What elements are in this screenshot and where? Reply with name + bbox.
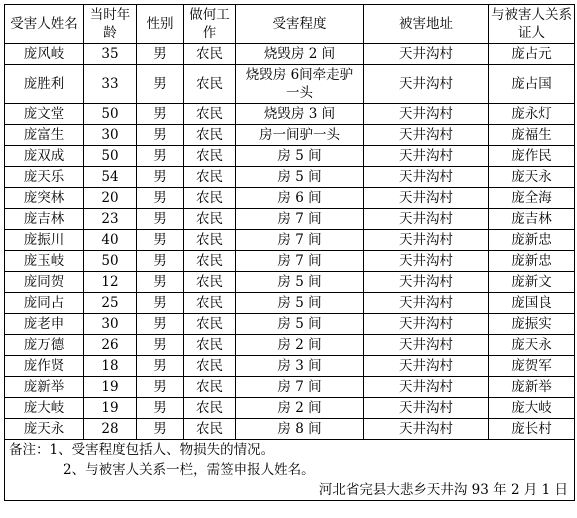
cell-address: 天井沟村 [364,314,489,335]
cell-witness: 庞贺军 [489,356,575,377]
cell-address: 天井沟村 [364,398,489,419]
cell-occupation: 农民 [184,293,236,314]
cell-occupation: 农民 [184,335,236,356]
cell-address: 天井沟村 [364,209,489,230]
cell-occupation: 农民 [184,65,236,104]
cell-damage: 房 5 间 [236,314,364,335]
cell-gender: 男 [137,65,184,104]
cell-name: 庞老申 [5,314,84,335]
cell-witness: 庞全海 [489,188,575,209]
cell-name: 庞万德 [5,335,84,356]
cell-damage: 房 2 间 [236,335,364,356]
cell-gender: 男 [137,251,184,272]
cell-witness: 庞新文 [489,272,575,293]
cell-witness: 庞天永 [489,167,575,188]
table-row [5,188,575,209]
cell-gender: 男 [137,146,184,167]
cell-address: 天井沟村 [364,230,489,251]
cell-age: 40 [84,230,137,251]
cell-occupation: 农民 [184,251,236,272]
signature-line: 河北省完县大悲乡天井沟 93 年 2 月 1 日 [5,480,575,501]
table-row [5,314,575,335]
cell-age: 50 [84,104,137,125]
cell-name: 庞富生 [5,125,84,146]
cell-witness: 庞振实 [489,314,575,335]
cell-age: 18 [84,356,137,377]
cell-name: 庞天乐 [5,167,84,188]
cell-occupation: 农民 [184,356,236,377]
table-row [5,44,575,65]
cell-damage: 房 5 间 [236,167,364,188]
cell-address: 天井沟村 [364,125,489,146]
cell-witness: 庞国良 [489,293,575,314]
cell-gender: 男 [137,419,184,440]
cell-witness: 庞福生 [489,125,575,146]
cell-name: 庞文堂 [5,104,84,125]
cell-name: 庞新举 [5,377,84,398]
table-row [5,398,575,419]
table-row [5,209,575,230]
cell-damage: 房 3 间 [236,356,364,377]
cell-damage: 烧毁房 2 间 [236,44,364,65]
cell-damage: 房 6 间 [236,188,364,209]
cell-name: 庞吉林 [5,209,84,230]
cell-address: 天井沟村 [364,419,489,440]
cell-damage: 房 2 间 [236,398,364,419]
table-row [5,146,575,167]
note-line-2: 2、与被害人关系一栏，需签申报人姓名。 [5,460,575,480]
cell-occupation: 农民 [184,230,236,251]
victims-table [4,4,575,501]
cell-name: 庞双成 [5,146,84,167]
cell-address: 天井沟村 [364,167,489,188]
table-body [5,44,575,440]
note-row-1 [5,440,575,461]
cell-name: 庞风岐 [5,44,84,65]
cell-gender: 男 [137,335,184,356]
signature-row [5,480,575,501]
cell-occupation: 农民 [184,146,236,167]
header-name: 受害人姓名 [5,5,84,44]
table-row [5,419,575,440]
cell-occupation: 农民 [184,398,236,419]
cell-name: 庞玉岐 [5,251,84,272]
cell-damage: 房 7 间 [236,377,364,398]
cell-gender: 男 [137,314,184,335]
cell-damage: 房 7 间 [236,209,364,230]
cell-age: 23 [84,209,137,230]
cell-occupation: 农民 [184,104,236,125]
header-row [5,5,575,44]
cell-occupation: 农民 [184,167,236,188]
cell-gender: 男 [137,209,184,230]
cell-address: 天井沟村 [364,44,489,65]
cell-occupation: 农民 [184,272,236,293]
cell-name: 庞胜利 [5,65,84,104]
cell-age: 33 [84,65,137,104]
cell-gender: 男 [137,293,184,314]
table-row [5,293,575,314]
cell-address: 天井沟村 [364,188,489,209]
cell-witness: 庞天永 [489,335,575,356]
cell-witness: 庞新举 [489,377,575,398]
cell-gender: 男 [137,125,184,146]
cell-gender: 男 [137,356,184,377]
cell-age: 54 [84,167,137,188]
cell-witness: 庞吉林 [489,209,575,230]
cell-address: 天井沟村 [364,356,489,377]
header-damage: 受害程度 [236,5,364,44]
cell-occupation: 农民 [184,314,236,335]
cell-age: 26 [84,335,137,356]
table-row [5,104,575,125]
cell-occupation: 农民 [184,209,236,230]
cell-witness: 庞长村 [489,419,575,440]
cell-name: 庞同占 [5,293,84,314]
cell-occupation: 农民 [184,125,236,146]
table-row [5,377,575,398]
cell-name: 庞作贤 [5,356,84,377]
cell-witness: 庞永灯 [489,104,575,125]
cell-witness: 庞占国 [489,65,575,104]
table-row [5,272,575,293]
note-row-2 [5,460,575,480]
cell-damage: 烧毁房 6间牵走驴一头 [236,65,364,104]
cell-witness: 庞作民 [489,146,575,167]
header-witness: 与被害人关系证人 [489,5,575,44]
cell-damage: 房 5 间 [236,272,364,293]
cell-age: 12 [84,272,137,293]
cell-name: 庞天永 [5,419,84,440]
cell-address: 天井沟村 [364,251,489,272]
header-address: 被害地址 [364,5,489,44]
cell-address: 天井沟村 [364,377,489,398]
cell-gender: 男 [137,104,184,125]
cell-damage: 房一间驴一头 [236,125,364,146]
cell-age: 35 [84,44,137,65]
cell-age: 50 [84,146,137,167]
table-row [5,335,575,356]
cell-address: 天井沟村 [364,146,489,167]
header-occupation: 做何工作 [184,5,236,44]
cell-occupation: 农民 [184,188,236,209]
cell-age: 30 [84,125,137,146]
cell-age: 30 [84,314,137,335]
cell-address: 天井沟村 [364,335,489,356]
table-row [5,251,575,272]
cell-address: 天井沟村 [364,293,489,314]
cell-age: 50 [84,251,137,272]
cell-address: 天井沟村 [364,272,489,293]
cell-occupation: 农民 [184,377,236,398]
cell-gender: 男 [137,188,184,209]
cell-address: 天井沟村 [364,65,489,104]
cell-damage: 房 5 间 [236,293,364,314]
cell-name: 庞同贺 [5,272,84,293]
note-line-1: 备注：1、受害程度包括人、物损失的情况。 [5,440,575,461]
cell-age: 20 [84,188,137,209]
cell-gender: 男 [137,272,184,293]
header-age: 当时年龄 [84,5,137,44]
cell-age: 25 [84,293,137,314]
cell-witness: 庞新忠 [489,251,575,272]
cell-occupation: 农民 [184,419,236,440]
cell-age: 19 [84,377,137,398]
table-row [5,230,575,251]
cell-gender: 男 [137,377,184,398]
cell-gender: 男 [137,44,184,65]
cell-age: 28 [84,419,137,440]
table-row [5,65,575,104]
cell-damage: 烧毁房 3 间 [236,104,364,125]
cell-gender: 男 [137,398,184,419]
cell-witness: 庞占元 [489,44,575,65]
cell-address: 天井沟村 [364,104,489,125]
cell-gender: 男 [137,167,184,188]
header-gender: 性别 [137,5,184,44]
cell-damage: 房 7 间 [236,251,364,272]
cell-witness: 庞新忠 [489,230,575,251]
cell-occupation: 农民 [184,44,236,65]
cell-name: 庞突林 [5,188,84,209]
cell-age: 19 [84,398,137,419]
table-row [5,356,575,377]
cell-gender: 男 [137,230,184,251]
cell-witness: 庞大岐 [489,398,575,419]
cell-damage: 房 5 间 [236,146,364,167]
table-row [5,125,575,146]
table-row [5,167,575,188]
cell-name: 庞振川 [5,230,84,251]
cell-damage: 房 7 间 [236,230,364,251]
cell-name: 庞大岐 [5,398,84,419]
cell-damage: 房 8 间 [236,419,364,440]
